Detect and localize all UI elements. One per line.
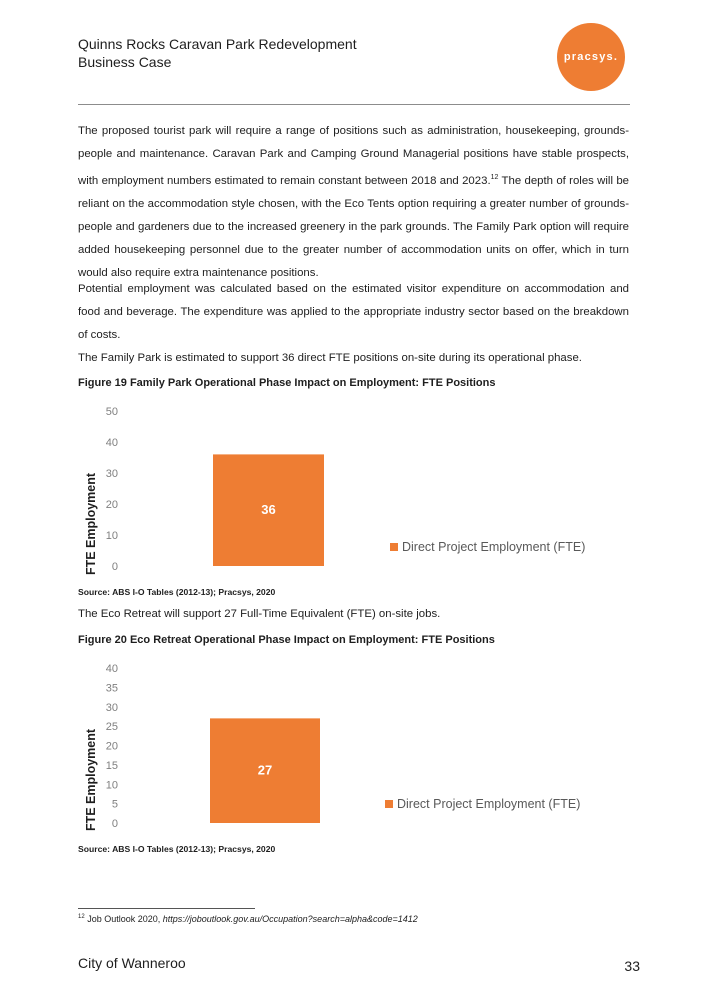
footnote xyxy=(78,914,418,924)
figure-20-source: Source: ABS I-O Tables (2012-13); Pracsys, 2020 xyxy=(78,844,276,854)
y-tick-label: 5 xyxy=(111,798,118,811)
figure-19-source: Source: ABS I-O Tables (2012-13); Pracsys, 2020 xyxy=(78,587,276,597)
y-tick-label: 30 xyxy=(105,701,118,714)
legend-label: Direct Project Employment (FTE) xyxy=(402,540,586,554)
paragraph-positions-part2: The depth of roles will be reliant on the accommodation style chosen, with the Eco Tents option requiring a greater number of grounds-people and gardeners due to the increased greenery in the park grounds. The Family Park option will require added housekeeping personnel due to the greater number of accommodation units on offer, which in turn would also require extra maintenance positions. xyxy=(78,174,629,279)
y-tick-label: 40 xyxy=(105,437,118,449)
y-axis-label: FTE Employment xyxy=(84,472,98,576)
bar-data-label: 36 xyxy=(261,502,276,518)
y-tick-label: 10 xyxy=(105,779,118,792)
y-tick-label: 50 xyxy=(105,406,118,418)
header-divider xyxy=(78,104,630,105)
legend-label: Direct Project Employment (FTE) xyxy=(397,797,581,811)
figure-20-chart xyxy=(78,658,630,836)
y-tick-label: 0 xyxy=(111,561,118,573)
paragraph-family-park: The Family Park is estimated to support 36 direct FTE positions on-site during its operational phase. xyxy=(78,352,582,364)
figure-19-title: Figure 19 Family Park Operational Phase Impact on Employment: FTE Positions xyxy=(78,377,496,389)
y-tick-label: 20 xyxy=(105,499,118,511)
pracsys-logo: pracsys. xyxy=(557,23,625,91)
paragraph-eco-retreat: The Eco Retreat will support 27 Full-Time Equivalent (FTE) on-site jobs. xyxy=(78,608,441,620)
header-title-line1: Quinns Rocks Caravan Park Redevelopment xyxy=(78,36,357,52)
y-axis-label: FTE Employment xyxy=(84,728,98,832)
y-tick-label: 30 xyxy=(105,468,118,480)
figure-19-chart xyxy=(78,400,630,580)
paragraph-employment-calculation: Potential employment was calculated based on the estimated visitor expenditure on accommodation and food and beverage. The expenditure was applied to the appropriate industry sector based on the breakdown of costs. xyxy=(78,283,629,341)
y-tick-label: 25 xyxy=(105,721,118,734)
bar-data-label: 27 xyxy=(257,762,273,778)
y-tick-label: 35 xyxy=(105,682,118,695)
y-tick-label: 10 xyxy=(105,530,118,542)
figure-20-title: Figure 20 Eco Retreat Operational Phase Impact on Employment: FTE Positions xyxy=(78,634,495,646)
legend-swatch xyxy=(390,543,398,551)
footnote-reference: 12 xyxy=(490,174,499,181)
footnote-link[interactable]: https://joboutlook.gov.au/Occupation?search=alpha&code=1412 xyxy=(162,914,418,924)
footnote-number: 12 xyxy=(78,914,85,920)
y-tick-label: 0 xyxy=(111,818,118,830)
footnote-divider xyxy=(78,908,255,909)
paragraph-positions xyxy=(78,120,629,285)
document-header xyxy=(78,35,357,71)
header-title-line2: Business Case xyxy=(78,54,172,70)
y-tick-label: 40 xyxy=(105,663,118,675)
y-tick-label: 15 xyxy=(105,759,118,772)
page-number: 33 xyxy=(624,958,640,974)
footnote-text: Job Outlook 2020, xyxy=(84,914,163,924)
footer-organisation: City of Wanneroo xyxy=(78,955,186,971)
legend-swatch xyxy=(385,800,393,808)
y-tick-label: 20 xyxy=(105,740,118,753)
paragraph-positions-part1: The proposed tourist park will require a range of positions such as administration, housekeeping, grounds-people and maintenance. Caravan Park and Camping Ground Managerial positions have stable prospects, with employment numbers estimated to remain constant between 2018 and 2023. xyxy=(78,125,629,187)
